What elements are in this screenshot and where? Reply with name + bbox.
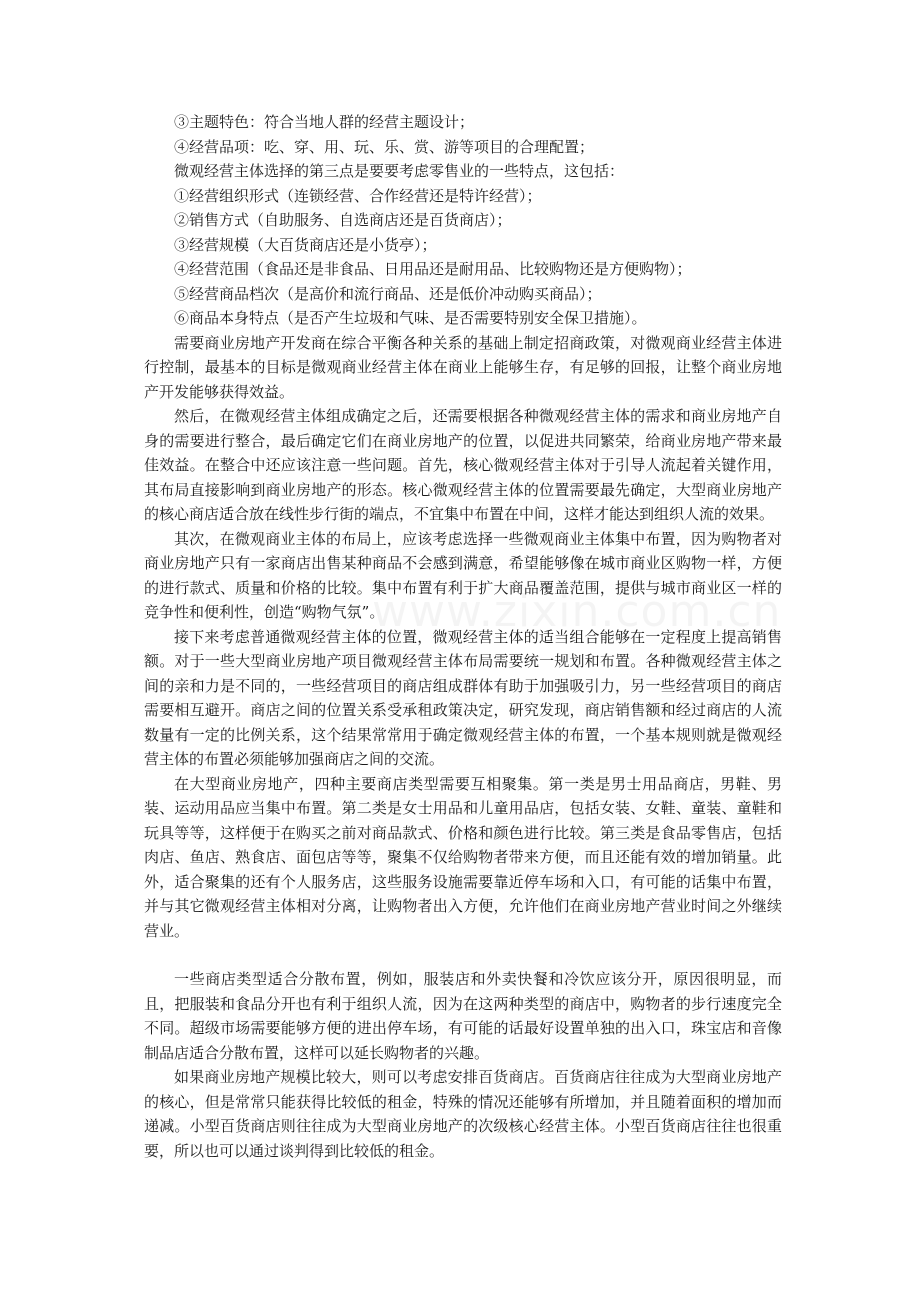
paragraph: 如果商业房地产规模比较大，则可以考虑安排百货商店。百货商店往往成为大型商业房地产的核心，但是常常只能获得比较低的租金，特殊的情况还能够有所增加，并且随着面积的增加而递减。小型百货商店则往往成为大型商业房地产的次级核心经营主体。小型百货商店往往也很重要，所以也可以通过谈判得到比较低的租金。 — [144, 1068, 782, 1160]
paragraph: 一些商店类型适合分散布置，例如，服装店和外卖快餐和冷饮应该分开，原因很明显，而且，把服装和食品分开也有利于组织人流，因为在这两种类型的商店中，购物者的步行速度完全不同。超级市场需要能够方便的进出停车场，有可能的话最好设置单独的出入口，珠宝店和音像制品店适合分散布置，这样可以延长购物者的兴趣。 — [144, 970, 782, 1062]
list-item: ③主题特色：符合当地人群的经营主题设计； — [174, 113, 475, 131]
paragraph: 在大型商业房地产，四种主要商店类型需要互相聚集。第一类是男士用品商店，男鞋、男装、运动用品应当集中布置。第二类是女士用品和儿童用品店，包括女装、女鞋、童装、童鞋和玩具等等，这样便于在购买之前对商品款式、价格和颜色进行比较。第三类是食品零售店，包括肉店、鱼店、熟食店、面包店等等，聚集不仅给购物者带来方便，而且还能有效的增加销量。此外，适合聚集的还有个人服务店，这些服务设施需要靠近停车场和入口，有可能的话集中布置，并与其它微观经营主体相对分离，让购物者出入方便，允许他们在商业房地产营业时间之外继续营业。 — [144, 774, 782, 940]
list-item: ①经营组织形式（连锁经营、合作经营还是特许经营）； — [174, 186, 542, 205]
list-item: ⑥商品本身特点（是否产生垃圾和气味、是否需要特别安全保卫措施）。 — [174, 309, 647, 327]
list-item: ⑤经营商品档次（是高价和流行商品、还是低价冲动购买商品）； — [174, 284, 602, 303]
list-item: 微观经营主体选择的第三点是要要考虑零售业的一些特点，这包括： — [174, 162, 625, 180]
blank-line — [144, 943, 782, 967]
paragraph: 其次，在微观商业主体的布局上，应该考虑选择一些微观商业主体集中布置，因为购物者对商业房地产只有一家商店出售某种商品不会感到满意，希望能够像在城市商业区购物一样，方便的进行款式、质量和价格的比较。集中布置有利于扩大商品覆盖范围，提供与城市商业区一样的竞争性和便利性，创造“购物气氛”。 — [144, 529, 782, 621]
list-item: ②销售方式（自助服务、自选商店还是百货商店）； — [174, 211, 512, 229]
paragraph: 接下来考虑普通微观经营主体的位置，微观经营主体的适当组合能够在一定程度上提高销售额。对于一些大型商业房地产项目微观经营主体布局需要统一规划和布置。各种微观经营主体之间的亲和力是不同的，一些经营项目的商店组成群体有助于加强吸引力，另一些经营项目的商店需要相互避开。商店之间的位置关系受承租政策决定，研究发现，商店销售额和经过商店的人流数量有一定的比例关系，这个结果常常用于确定微观经营主体的布置，一个基本规则就是微观经营主体的布置必须能够加强商店之间的交流。 — [144, 627, 782, 768]
paragraph: 需要商业房地产开发商在综合平衡各种关系的基础上制定招商政策，对微观商业经营主体进行控制，最基本的目标是微观商业经营主体在商业上能够生存，有足够的回报，让整个商业房地产开发能够获得效益。 — [144, 333, 782, 401]
document-body — [144, 110, 782, 1163]
list-item: ④经营品项：吃、穿、用、玩、乐、赏、游等项目的合理配置； — [174, 137, 595, 156]
list-item: ③经营规模（大百货商店还是小货亭）； — [174, 235, 437, 254]
paragraph: 然后，在微观经营主体组成确定之后，还需要根据各种微观经营主体的需求和商业房地产自身的需要进行整合，最后确定它们在商业房地产的位置，以促进共同繁荣，给商业房地产带来最佳效益。在整合中还应该注意一些问题。首先，核心微观经营主体对于引导人流起着关键作用，其布局直接影响到商业房地产的形态。核心微观经营主体的位置需要最先确定，大型商业房地产的核心商店适合放在线性步行街的端点，不宜集中布置在中间，这样才能达到组织人流的效果。 — [144, 407, 782, 523]
list-item: ④经营范围（食品还是非食品、日用品还是耐用品、比较购物还是方便购物）； — [174, 260, 692, 278]
